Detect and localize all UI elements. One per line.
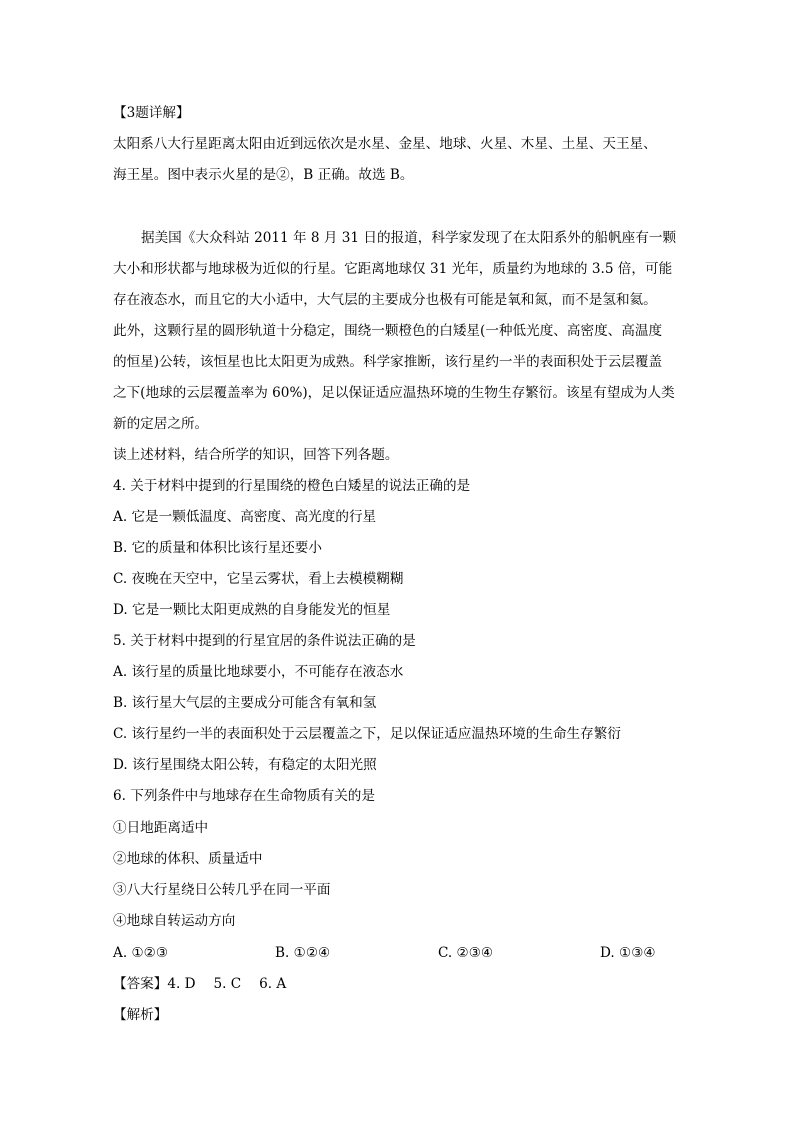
question-6-item-1: ①日地距离适中 — [113, 820, 209, 836]
passage-line-6: 之下(地球的云层覆盖率为 60%)，足以保证适应温热环境的生物生存繁衍。该星有望成为人类 — [113, 385, 675, 401]
question-5-stem: 5. 关于材料中提到的行星宜居的条件说法正确的是 — [113, 633, 416, 649]
passage-line-7: 新的定居之所。 — [113, 416, 209, 432]
passage-line-1: 据美国《大众科站 2011 年 8 月 31 日的报道，科学家发现了在太阳系外的船帆座有一颗 — [141, 230, 677, 246]
question-6-stem: 6. 下列条件中与地球存在生命物质有关的是 — [113, 788, 375, 804]
question-4-option-b: B. 它的质量和体积比该行星还要小 — [113, 540, 322, 556]
question-6-item-3: ③八大行星绕日公转几乎在同一平面 — [113, 882, 331, 898]
question-6-choice-d: D. ①③④ — [600, 945, 656, 961]
question-5-option-a: A. 该行星的质量比地球要小，不可能存在液态水 — [113, 664, 404, 680]
answer-line: 【答案】4. D 5. C 6. A — [113, 976, 287, 992]
passage-line-3: 存在液态水，而且它的大小适中，大气层的主要成分也极有可能是氧和氮，而不是氢和氦。 — [113, 292, 657, 308]
question-5-option-b: B. 该行星大气层的主要成分可能含有氧和氢 — [113, 695, 377, 711]
question-4-option-a: A. 它是一颗低温度、高密度、高光度的行星 — [113, 509, 377, 525]
question-6-choice-c: C. ②③④ — [438, 945, 494, 961]
passage-line-5: 的恒星)公转，该恒星也比太阳更为成熟。科学家推断，该行星约一半的表面积处于云层覆盖 — [113, 354, 663, 370]
passage-line-4: 此外，这颗行星的圆形轨道十分稳定，围绕一颗橙色的白矮星(一种低光度、高密度、高温度 — [113, 323, 663, 339]
question-4-option-c: C. 夜晚在天空中，它呈云雾状，看上去模模糊糊 — [113, 571, 404, 587]
question-4-stem: 4. 关于材料中提到的行星围绕的橙色白矮星的说法正确的是 — [113, 478, 471, 494]
passage-instruction: 读上述材料，结合所学的知识，回答下列各题。 — [113, 447, 399, 463]
question-5-option-d: D. 该行星围绕太阳公转，有稳定的太阳光照 — [113, 757, 377, 773]
section-3-line-2: 海王星。图中表示火星的是②，B 正确。故选 B。 — [113, 167, 414, 183]
section-3-header: 【3题详解】 — [113, 105, 190, 121]
question-5-option-c: C. 该行星约一半的表面积处于云层覆盖之下，足以保证适应温热环境的生命生存繁衍 — [113, 726, 621, 742]
question-6-choice-a: A. ①②③ — [113, 945, 169, 961]
analysis-header: 【解析】 — [113, 1007, 168, 1023]
passage-line-2: 大小和形状都与地球极为近似的行星。它距离地球仅 31 光年，质量约为地球的 3.5 倍，可能 — [113, 261, 673, 277]
question-6-item-2: ②地球的体积、质量适中 — [113, 851, 263, 867]
question-6-item-4: ④地球自转运动方向 — [113, 913, 236, 929]
section-3-line-1: 太阳系八大行星距离太阳由近到远依次是水星、金星、地球、火星、木星、土星、天王星、 — [113, 136, 657, 152]
question-4-option-d: D. 它是一颗比太阳更成熟的自身能发光的恒星 — [113, 602, 391, 618]
question-6-choice-b: B. ①②④ — [275, 945, 331, 961]
